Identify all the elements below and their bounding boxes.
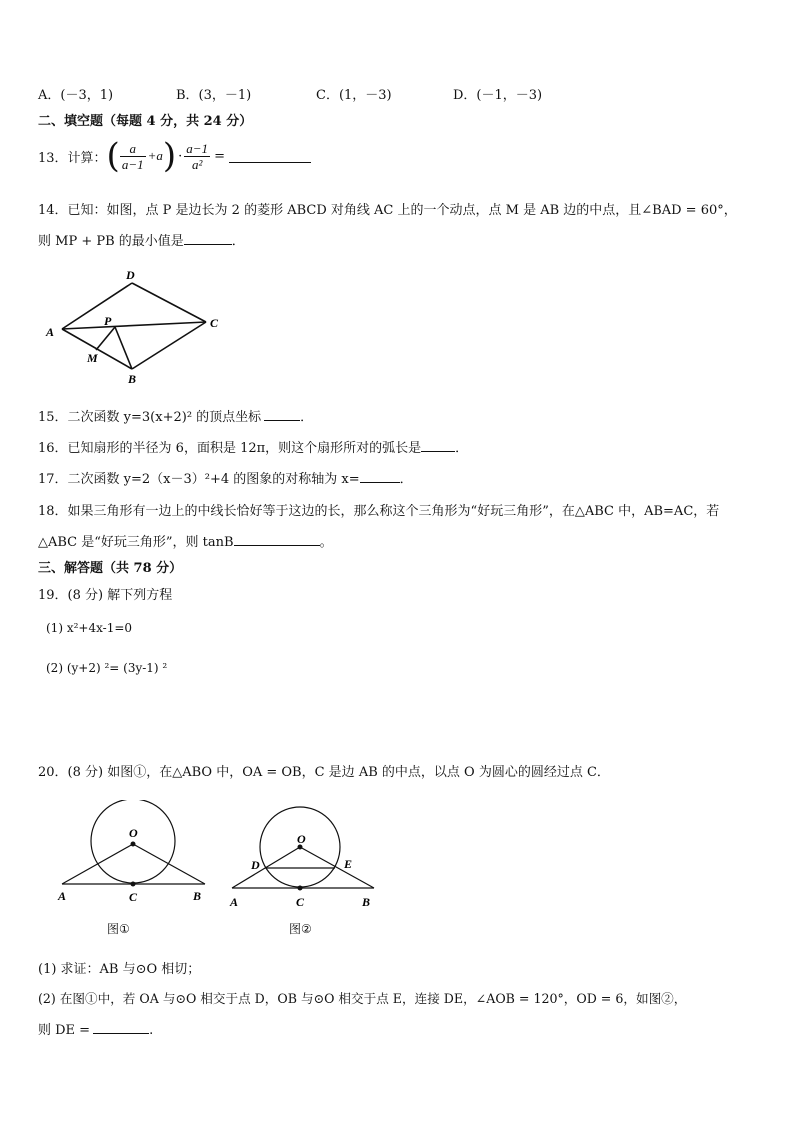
fig1-label-b: B bbox=[193, 889, 202, 903]
q13-frac2-numerator: a−1 bbox=[186, 140, 209, 156]
fig1-label-o: O bbox=[129, 826, 138, 840]
q13-left-paren: ( bbox=[106, 136, 120, 176]
q13-right-paren: ) bbox=[162, 136, 177, 176]
q13-label: 13．计算： bbox=[38, 150, 107, 166]
q20-part2-line2-wrap bbox=[38, 1019, 153, 1038]
q20-title: 20．(8 分) 如图①，在△ABO 中，OA = OB，C 是边 AB 的中点，以点 O 为圆心的圆经过点 C． bbox=[38, 765, 610, 780]
fig1-point-o bbox=[131, 842, 136, 847]
fig1-label-c: C bbox=[129, 890, 138, 904]
q14-label-a: A bbox=[46, 325, 55, 339]
q16-text: 16．已知扇形的半径为 6，面积是 12π，则这个扇形所对的弧长是 bbox=[38, 441, 422, 456]
q13-fraction-1 bbox=[120, 141, 146, 172]
q13-equals: = bbox=[214, 148, 225, 164]
q13-answer-blank[interactable] bbox=[229, 150, 311, 163]
q14-line2-end: ． bbox=[231, 234, 245, 249]
q20-part2-line1: (2) 在图①中，若 OA 与⊙O 相交于点 D，OB 与⊙O 相交于点 E，连接 DE，∠AOB = 120°，OD = 6，如图②， bbox=[38, 991, 687, 1006]
q13-frac2-denominator: a² bbox=[191, 156, 203, 172]
q18-line2-wrap bbox=[38, 531, 333, 550]
question-16 bbox=[38, 437, 468, 456]
q12-option-a: A．(－3，1) bbox=[38, 88, 114, 103]
q14-label-p: P bbox=[104, 314, 112, 328]
q18-line2-end: 。 bbox=[319, 535, 333, 550]
q14-line2: 则 MP + PB 的最小值是 bbox=[38, 234, 184, 249]
q16-end: ． bbox=[455, 441, 469, 456]
q14-rhombus-figure bbox=[40, 262, 230, 388]
q20-part2-line2: 则 DE = bbox=[38, 1023, 91, 1038]
q20-fig1-caption: 图① bbox=[107, 922, 130, 936]
q20-answer-blank[interactable] bbox=[93, 1021, 149, 1034]
question-15 bbox=[38, 406, 313, 425]
q20-part2-line2-end: . bbox=[149, 1023, 154, 1038]
fig2-point-c bbox=[298, 886, 303, 891]
fig2-label-b: B bbox=[362, 895, 371, 909]
section-2-title: 二、填空题（每题 4 分，共 24 分） bbox=[38, 114, 253, 129]
q20-figure-2 bbox=[222, 800, 388, 910]
q19-part2: (2) (y+2) ²= (3y-1) ² bbox=[46, 661, 168, 675]
q14-label-m: M bbox=[87, 351, 98, 365]
q17-text: 17．二次函数 y=2（x－3）²+4 的图象的对称轴为 x= bbox=[38, 472, 360, 487]
q13-fraction-2 bbox=[184, 141, 210, 172]
fig1-point-c bbox=[131, 882, 136, 887]
section-3-title: 三、解答题（共 78 分） bbox=[38, 561, 183, 576]
q17-answer-blank[interactable] bbox=[360, 470, 400, 483]
q15-answer-blank[interactable] bbox=[264, 408, 300, 421]
q13-frac1-numerator: a bbox=[120, 141, 146, 157]
q20-fig2-caption: 图② bbox=[289, 922, 312, 936]
fig2-label-o: O bbox=[297, 832, 306, 846]
q14-label-c: C bbox=[210, 316, 219, 330]
q20-figure-1 bbox=[52, 800, 218, 910]
q18-line2: △ABC 是“好玩三角形”，则 tanB bbox=[38, 535, 234, 550]
q14-line2-wrap bbox=[38, 230, 245, 249]
question-13 bbox=[38, 136, 311, 176]
q15-end: ． bbox=[300, 410, 314, 425]
q14-label-d: D bbox=[126, 268, 135, 282]
fig2-label-e: E bbox=[344, 857, 353, 871]
q13-dot: · bbox=[178, 148, 183, 164]
q14-line1: 14．已知：如图，点 P 是边长为 2 的菱形 ABCD 对角线 AC 上的一个动点，点 M 是 AB 边的中点，且∠BAD = 60°， bbox=[38, 203, 737, 218]
q13-frac1-denominator: a−1 bbox=[121, 156, 144, 172]
q19-title: 19．(8 分) 解下列方程 bbox=[38, 588, 173, 603]
q15-text: 15．二次函数 y=3(x+2)² 的顶点坐标 bbox=[38, 410, 262, 425]
fig2-label-d: D bbox=[251, 858, 260, 872]
q19-part1: (1) x²+4x-1=0 bbox=[46, 621, 133, 635]
fig1-label-a: A bbox=[58, 889, 67, 903]
q17-end: ． bbox=[399, 472, 413, 487]
q14-label-b: B bbox=[128, 372, 137, 386]
q14-answer-blank[interactable] bbox=[184, 232, 232, 245]
q12-option-d: D．(－1，－3) bbox=[453, 88, 543, 103]
q12-option-b: B．(3，－1) bbox=[176, 88, 252, 103]
fig2-label-c: C bbox=[296, 895, 305, 909]
fig2-label-a: A bbox=[230, 895, 239, 909]
q13-plus-a: +a bbox=[147, 148, 163, 163]
q16-answer-blank[interactable] bbox=[421, 439, 455, 452]
question-17 bbox=[38, 468, 413, 487]
q20-part1: (1) 求证：AB 与⊙O 相切； bbox=[38, 962, 201, 977]
q18-line1: 18．如果三角形有一边上的中线长恰好等于这边的长，那么称这个三角形为“好玩三角形”，在△ABC 中，AB=AC，若 bbox=[38, 504, 720, 519]
q12-option-c: C．(1，－3) bbox=[316, 88, 392, 103]
q18-answer-blank[interactable] bbox=[234, 533, 320, 546]
